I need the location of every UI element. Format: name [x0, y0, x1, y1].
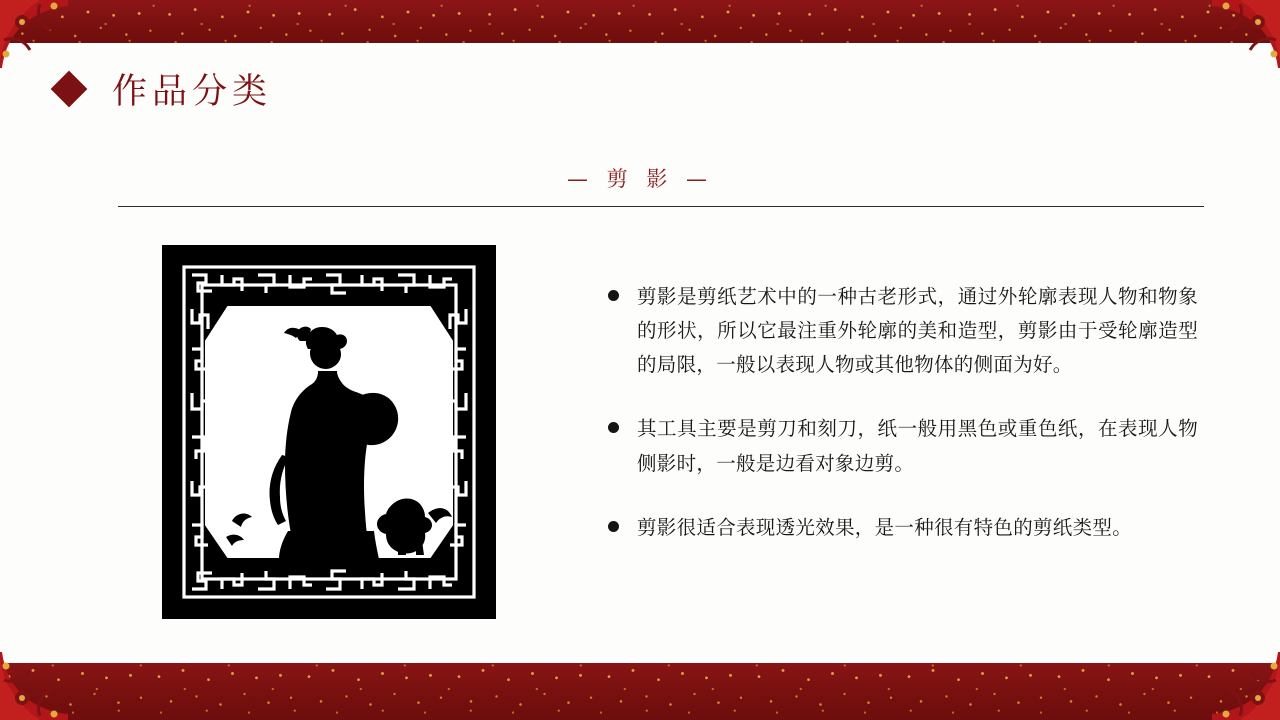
section-label: — 剪 影 —: [566, 167, 714, 191]
list-item-text: 剪影很适合表现透光效果，是一种很有特色的剪纸类型。: [637, 515, 1133, 539]
list-item-text: 其工具主要是剪刀和刻刀，纸一般用黑色或重色纸，在表现人物侧影时，一般是边看对象边剪。: [637, 417, 1198, 475]
bullet-list: [608, 280, 1198, 545]
bottom-decorative-band: [0, 658, 1280, 720]
artwork-image: [162, 245, 496, 619]
list-item-text: 剪影是剪纸艺术中的一种古老形式，通过外轮廓表现人物和物象的形状，所以它最注重外轮廓的美和造型，剪影由于受轮廓造型的局限，一般以表现人物或其他物体的侧面为好。: [637, 285, 1198, 377]
list-item: [608, 511, 1198, 545]
horizontal-divider: [118, 206, 1204, 207]
bottom-band-edge: [0, 658, 1280, 663]
bottom-band-gold-flecks: [0, 658, 1280, 720]
bullet-dot-icon: [608, 290, 619, 301]
bullet-dot-icon: [608, 521, 619, 532]
page-title: 作品分类: [112, 72, 273, 112]
list-item: [608, 280, 1198, 382]
diamond-icon: [51, 71, 88, 108]
top-band-gold-flecks: [0, 0, 1280, 48]
top-decorative-band: [0, 0, 1280, 48]
bullet-dot-icon: [608, 422, 619, 433]
list-item: [608, 412, 1198, 480]
page-title-row: [56, 64, 272, 114]
top-band-edge: [0, 43, 1280, 48]
